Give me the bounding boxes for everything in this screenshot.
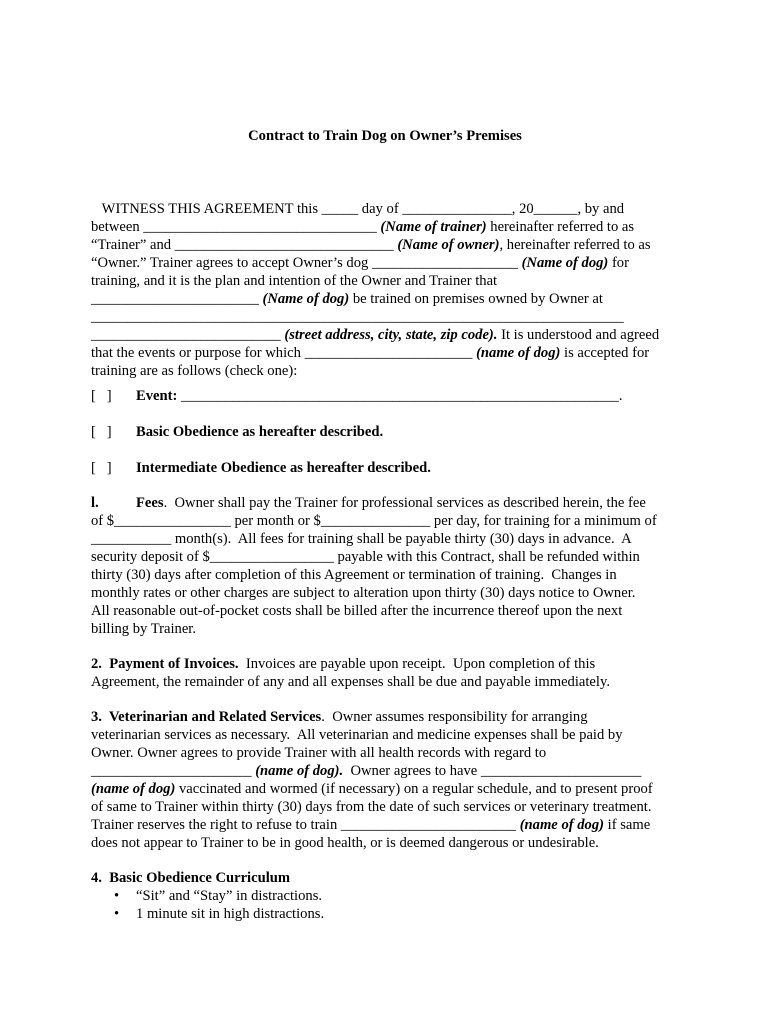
intro-text: __________________________ [91,327,285,343]
fees-line-2: of $________________ per month or $_______________ per day, for training for a minimum of [91,513,657,529]
intro-text: , hereinafter referred to as [499,237,651,253]
intro-text: be trained on premises owned by Owner at [349,291,603,307]
fees-line-1 [91,495,646,513]
vet-heading: 3. Veterinarian and Related Services [91,709,322,725]
intermediate-option-label: Intermediate Obedience as hereafter described. [136,460,431,476]
bullet-icon: • [114,906,120,922]
event-checkbox[interactable]: [ ] [91,388,112,404]
intro-line-6 [91,291,603,309]
intro-line-8 [91,327,659,345]
address-label: (street address, city, state, zip code). [284,327,498,343]
intro-line-4 [91,255,629,273]
curriculum-item: “Sit” and “Stay” in distractions. [136,888,323,904]
vet-line-6: of same to Trainer within thirty (30) days from the date of such services or veterinary treatment. [91,799,652,815]
dog-name-label: (Name of dog) [521,255,609,271]
document-title: Contract to Train Dog on Owner’s Premises [248,128,522,144]
fees-line-7: All reasonable out-of-pocket costs shall be billed after the incurrence thereof upon the next [91,603,623,619]
bullet-icon: • [114,888,120,904]
intro-text: that the events or purpose for which _______________________ [91,345,477,361]
dog-name-label: (name of dog) [519,817,604,833]
fees-number: l. [91,495,99,511]
intro-line-9 [91,345,649,363]
intermediate-checkbox[interactable]: [ ] [91,460,112,476]
vet-line-1 [91,709,588,727]
basic-option-label: Basic Obedience as hereafter described. [136,424,384,440]
intro-text: hereinafter referred to as [486,219,635,235]
event-input-line[interactable]: ____________________________________________________________. [177,388,623,404]
intro-line-5: training, and it is the plan and intention of the Owner and Trainer that [91,273,498,289]
intro-line-7: _________________________________________________________________________ [91,309,624,325]
fees-text: . Owner shall pay the Trainer for professional services as described herein, the fee [163,495,646,511]
fees-line-6: monthly rates or other charges are subject to alteration upon thirty (30) days notice to Owner. [91,585,636,601]
intro-text: “Trainer” and ______________________________ [91,237,398,253]
intro-line-3 [91,237,651,255]
curriculum-item: 1 minute sit in high distractions. [136,906,325,922]
fees-line-8: billing by Trainer. [91,621,197,637]
dog-name-label: (name of dog) [91,781,176,797]
vet-text: vaccinated and wormed (if necessary) on a regular schedule, and to present proof [175,781,653,797]
invoices-line-1 [91,656,595,674]
intro-text: for [608,255,629,271]
fees-line-3: ___________ month(s). All fees for training shall be payable thirty (30) days in advance. A [91,531,632,547]
fees-heading: Fees [136,495,164,511]
vet-text: if same [604,817,651,833]
dog-name-label: (name of dog) [476,345,561,361]
invoices-text: Invoices are payable upon receipt. Upon completion of this [238,656,596,672]
curriculum-heading: 4. Basic Obedience Curriculum [91,870,291,886]
owner-name-label: (Name of owner) [397,237,500,253]
intro-text: It is understood and agreed [497,327,660,343]
vet-text: Trainer reserves the right to refuse to train ________________________ [91,817,520,833]
basic-checkbox[interactable]: [ ] [91,424,112,440]
trainer-name-label: (Name of trainer) [380,219,487,235]
intro-text: is accepted for [560,345,650,361]
intro-text: “Owner.” Trainer agrees to accept Owner’s dog ____________________ [91,255,522,271]
vet-line-3: Owner. Owner agrees to provide Trainer with all health records with regard to [91,745,547,761]
dog-name-label: (name of dog). [255,763,344,779]
vet-line-4 [91,763,641,781]
vet-line-8: does not appear to Trainer to be in good health, or is deemed dangerous or undesirable. [91,835,599,851]
vet-text: ______________________ [91,763,256,779]
dog-name-label: (Name of dog) [262,291,350,307]
vet-text: . Owner assumes responsibility for arranging [321,709,588,725]
option-intermediate [91,460,431,478]
intro-line-2 [91,219,634,237]
vet-text: Owner agrees to have ______________________ [343,763,642,779]
invoices-line-2: Agreement, the remainder of any and all expenses shall be due and payable immediately. [91,674,610,690]
intro-text: between ________________________________ [91,219,381,235]
event-label: Event: [136,388,178,404]
fees-line-5: thirty (30) days after completion of this Agreement or termination of training. Changes in [91,567,617,583]
vet-line-2: veterinarian services as necessary. All veterinarian and medicine expenses shall be paid by [91,727,623,743]
fees-line-4: security deposit of $_________________ payable with this Contract, shall be refunded within [91,549,640,565]
intro-line-1: WITNESS THIS AGREEMENT this _____ day of _______________, 20______, by and [91,201,625,217]
vet-line-7 [91,817,650,835]
option-event [91,388,622,406]
intro-line-10: training are as follows (check one): [91,363,298,379]
vet-line-5 [91,781,653,799]
option-basic [91,424,383,442]
invoices-heading: 2. Payment of Invoices. [91,656,239,672]
intro-text: _______________________ [91,291,263,307]
